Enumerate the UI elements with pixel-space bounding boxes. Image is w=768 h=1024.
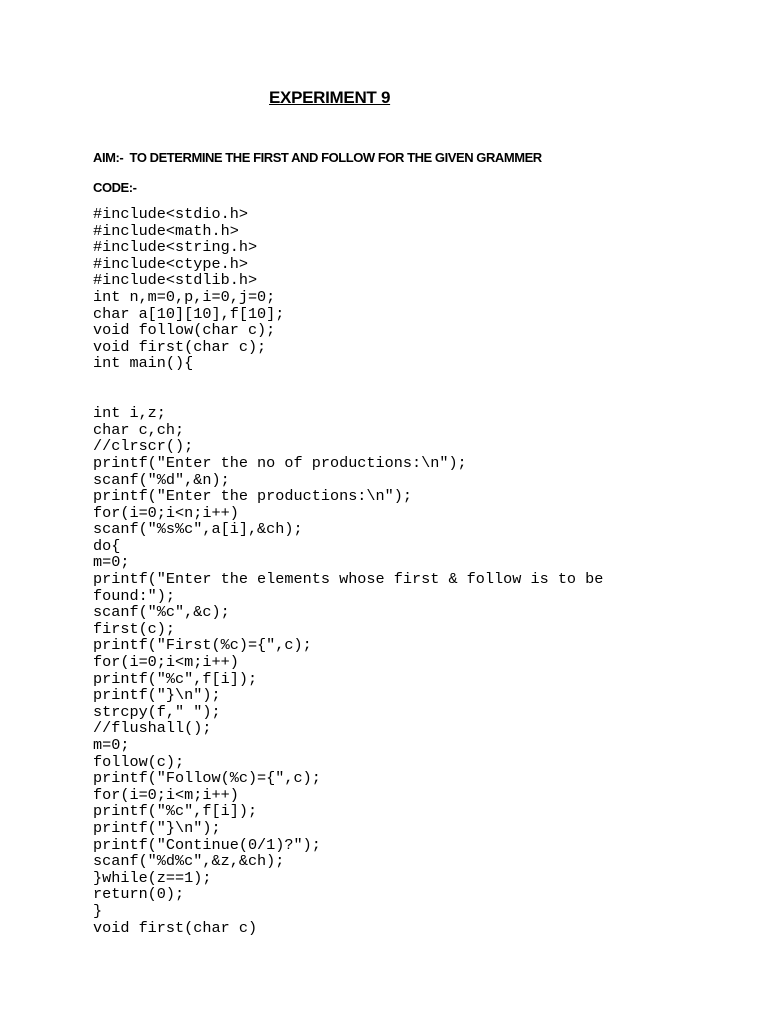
code-line: for(i=0;i<n;i++) bbox=[93, 503, 239, 522]
code-listing bbox=[93, 206, 603, 936]
code-line: found:"); bbox=[93, 586, 176, 605]
code-line: m=0; bbox=[93, 736, 130, 754]
code-line: //flushall(); bbox=[93, 719, 212, 738]
code-line: void first(char c); bbox=[93, 337, 267, 356]
code-line: }while(z==1); bbox=[93, 868, 212, 887]
code-line: printf("}\n"); bbox=[93, 818, 221, 837]
code-line: void follow(char c); bbox=[93, 321, 276, 340]
code-line: printf("Continue(0/1)?"); bbox=[93, 835, 321, 854]
code-line: #include<stdlib.h> bbox=[93, 271, 258, 290]
code-line: char a[10][10],f[10]; bbox=[93, 304, 285, 323]
code-line: scanf("%d",&n); bbox=[93, 470, 230, 489]
code-line: printf("%c",f[i]); bbox=[93, 669, 258, 688]
code-line bbox=[93, 389, 603, 406]
code-line: for(i=0;i<m;i++) bbox=[93, 653, 239, 672]
code-line: printf("%c",f[i]); bbox=[93, 802, 258, 821]
code-line: int i,z; bbox=[93, 404, 166, 423]
code-line: m=0; bbox=[93, 553, 130, 572]
code-line: printf("First(%c)={",c); bbox=[93, 636, 312, 655]
code-line: first(c); bbox=[93, 619, 176, 638]
code-heading: CODE:- bbox=[93, 180, 137, 195]
code-line: int n,m=0,p,i=0,j=0; bbox=[93, 287, 276, 306]
code-line: printf("Enter the elements whose first & follow is to be bbox=[93, 570, 604, 589]
code-line: #include<stdio.h> bbox=[93, 205, 248, 223]
code-line: #include<ctype.h> bbox=[93, 254, 248, 273]
code-line: void first(char c) bbox=[93, 918, 258, 937]
code-line: //clrscr(); bbox=[93, 437, 194, 456]
code-line: scanf("%d%c",&z,&ch); bbox=[93, 852, 285, 871]
code-line: printf("Follow(%c)={",c); bbox=[93, 769, 321, 788]
code-line: printf("}\n"); bbox=[93, 686, 221, 705]
aim-statement: AIM:- TO DETERMINE THE FIRST AND FOLLOW FOR THE GIVEN GRAMMER bbox=[93, 150, 542, 165]
code-line: scanf("%s%c",a[i],&ch); bbox=[93, 520, 303, 539]
code-line: printf("Enter the productions:\n"); bbox=[93, 487, 412, 506]
code-line: printf("Enter the no of productions:\n"); bbox=[93, 453, 467, 472]
code-line: scanf("%c",&c); bbox=[93, 603, 230, 622]
code-line: } bbox=[93, 901, 103, 920]
code-line: char c,ch; bbox=[93, 420, 185, 439]
code-line: #include<string.h> bbox=[93, 238, 258, 257]
code-line: strcpy(f," "); bbox=[93, 702, 221, 721]
code-line: for(i=0;i<m;i++) bbox=[93, 785, 239, 804]
code-line: int main(){ bbox=[93, 354, 194, 373]
code-line: return(0); bbox=[93, 885, 185, 904]
code-line: #include<math.h> bbox=[93, 221, 239, 240]
code-line bbox=[93, 372, 603, 389]
page-title: EXPERIMENT 9 bbox=[269, 88, 391, 107]
code-line: do{ bbox=[93, 536, 121, 555]
code-line: follow(c); bbox=[93, 752, 185, 771]
